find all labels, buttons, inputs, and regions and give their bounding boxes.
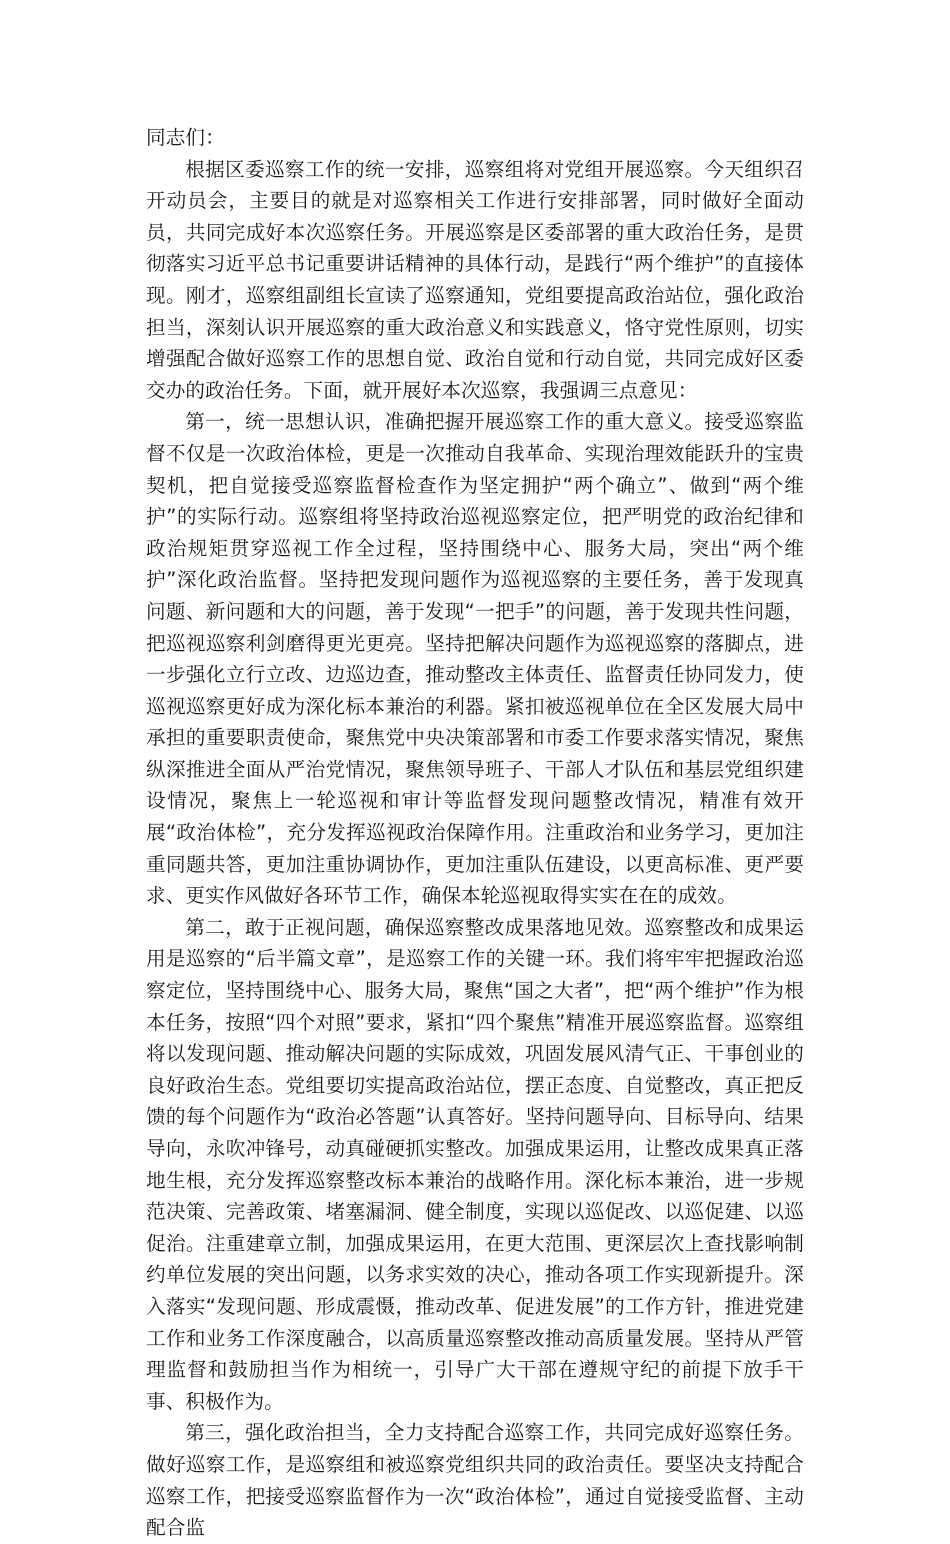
paragraph-intro: 根据区委巡察工作的统一安排，巡察组将对党组开展巡察。今天组织召开动员会，主要目的就是对巡察相关工作进行安排部署，同时做好全面动员，共同完成好本次巡察任务。开展巡察是区委部署的重大政治任务，是贯彻落实习近平总书记重要讲话精神的具体行动，是践行“两个维护”的直接体现。刚才，巡察组副组长宣读了巡察通知，党组要提高政治站位，强化政治担当，深刻认识开展巡察的重大政治意义和实践意义，恪守党性原则，切实增强配合做好巡察工作的思想自觉、政治自觉和行动自觉，共同完成好区委交办的政治任务。下面，就开展好本次巡察，我强调三点意见： <box>146 157 804 402</box>
document-page <box>146 122 804 1544</box>
salutation: 同志们： <box>146 126 225 149</box>
paragraph-point-three: 第三，强化政治担当，全力支持配合巡察工作，共同完成好巡察任务。做好巡察工作，是巡察组和被巡察党组织共同的政治责任。要坚决支持配合巡察工作，把接受巡察监督作为一次“政治体检”，通过自觉接受监督、主动配合监 <box>146 1421 804 1540</box>
paragraph-point-two: 第二，敢于正视问题，确保巡察整改成果落地见效。巡察整改和成果运用是巡察的“后半篇文章”，是巡察工作的关键一环。我们将牢牢把握政治巡察定位，坚持围绕中心、服务大局，聚焦“国之大者”，把“两个维护”作为根本任务，按照“四个对照”要求，紧扣“四个聚焦”精准开展巡察监督。巡察组将以发现问题、推动解决问题的实际成效，巩固发展风清气正、干事创业的良好政治生态。党组要切实提高政治站位，摆正态度、自觉整改，真正把反馈的每个问题作为“政治必答题”认真答好。坚持问题导向、目标导向、结果导向，永吹冲锋号，动真碰硬抓实整改。加强成果运用，让整改成果真正落地生根，充分发挥巡察整改标本兼治的战略作用。深化标本兼治，进一步规范决策、完善政策、堵塞漏洞、健全制度，实现以巡促改、以巡促建、以巡促治。注重建章立制，加强成果运用，在更大范围、更深层次上查找影响制约单位发展的突出问题，以务求实效的决心，推动各项工作实现新提升。深入落实“发现问题、形成震慑，推动改革、促进发展”的工作方针，推进党建工作和业务工作深度融合，以高质量巡察整改推动高质量发展。坚持从严管理监督和鼓励担当作为相统一，引导广大干部在遵规守纪的前提下放手干事、积极作为。 <box>146 915 804 1413</box>
paragraph-point-one: 第一，统一思想认识，准确把握开展巡察工作的重大意义。接受巡察监督不仅是一次政治体检，更是一次推动自我革命、实现治理效能跃升的宝贵契机，把自觉接受巡察监督检查作为坚定拥护“两个确立”、做到“两个维护”的实际行动。巡察组将坚持政治巡视巡察定位，把严明党的政治纪律和政治规矩贯穿巡视工作全过程，坚持围绕中心、服务大局，突出“两个维护”深化政治监督。坚持把发现问题作为巡视巡察的主要任务，善于发现真问题、新问题和大的问题，善于发现“一把手”的问题，善于发现共性问题，把巡视巡察利剑磨得更光更亮。坚持把解决问题作为巡视巡察的落脚点，进一步强化立行立改、边巡边查，推动整改主体责任、监督责任协同发力，使巡视巡察更好成为深化标本兼治的利器。紧扣被巡视单位在全区发展大局中承担的重要职责使命，聚焦党中央决策部署和市委工作要求落实情况，聚焦纵深推进全面从严治党情况，聚焦领导班子、干部人才队伍和基层党组织建设情况，聚焦上一轮巡视和审计等监督发现问题整改情况，精准有效开展“政治体检”，充分发挥巡视政治保障作用。注重政治和业务学习，更加注重同题共答，更加注重协调协作，更加注重队伍建设，以更高标准、更严要求、更实作风做好各环节工作，确保本轮巡视取得实实在在的成效。 <box>146 410 804 908</box>
